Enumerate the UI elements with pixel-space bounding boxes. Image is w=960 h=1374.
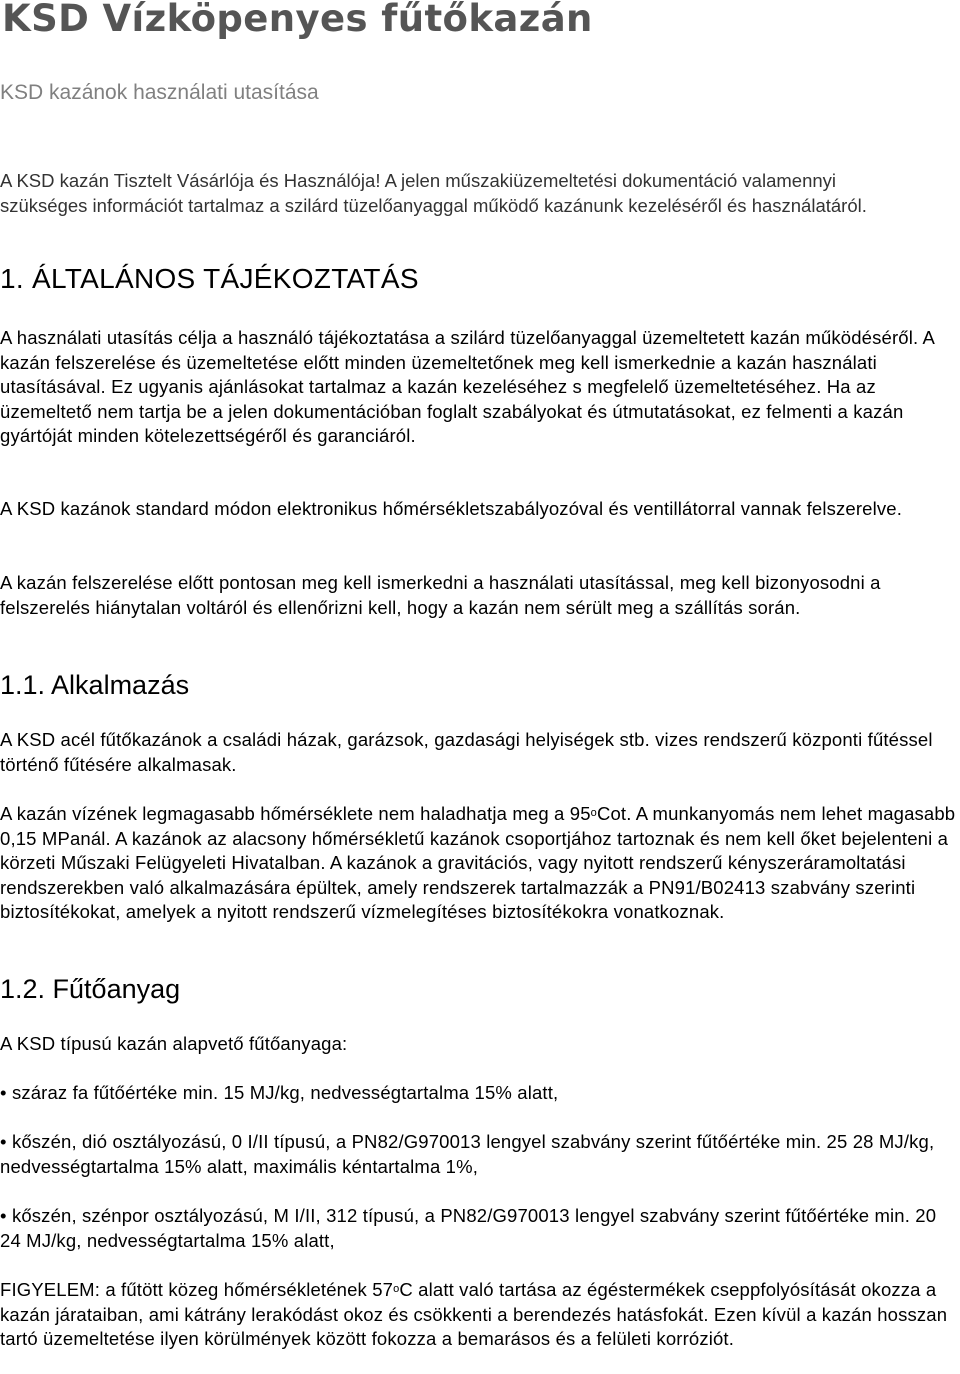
- application-paragraph-2: [0, 802, 960, 925]
- intro-paragraph: A KSD kazán Tisztelt Vásárlója és Használója! A jelen műszakiüzemeltetési dokumentáció valamennyi szükséges információt tartalmaz a szilárd tüzelőanyaggal működő kazánunk kezeléséről és használatáról.: [0, 170, 867, 216]
- section-heading-fuel: 1.2. Fűtőanyag: [0, 974, 181, 1004]
- application-paragraph-1: A KSD acél fűtőkazánok a családi házak, garázsok, gazdasági helyiségek stb. vizes rendszerű központi fűtéssel történő fűtésére alkalmasak.: [0, 729, 933, 775]
- application-text-after: Cot. A munkanyomás nem lehet magasabb 0,15 MPanál. A kazánok az alacsony hőmérsékletű kazánok csoportjához tartoznak és nem kell őket bejelenteni a körzeti Műszaki Felügyeleti Hivatalban. A kazánok a gravitációs, vagy nyitott rendszerű kényszeráramoltatási rendszerekben való alkalmazására épültek, amely rendszerek tartalmazzák a PN91/B02413 szabvány szerinti biztosítékokat, amelyek a nyitott rendszerű vízmelegítéses biztosítékokra vonatkoznak.: [0, 803, 956, 923]
- warning-text-before: FIGYELEM: a fűtött közeg hőmérsékletének 57: [0, 1279, 394, 1300]
- degree-superscript: o: [590, 807, 597, 819]
- general-paragraph-2: A KSD kazánok standard módon elektronikus hőmérsékletszabályozóval és ventillátorral vannak felszerelve.: [0, 498, 903, 519]
- fuel-lead: A KSD típusú kazán alapvető fűtőanyaga:: [0, 1033, 348, 1054]
- bullet-icon: •: [0, 1205, 7, 1226]
- document-subtitle: KSD kazánok használati utasítása: [0, 81, 319, 104]
- application-text-before: A kazán vízének legmagasabb hőmérséklete nem haladhatja meg a 95: [0, 803, 591, 824]
- fuel-list-item: [0, 1081, 960, 1106]
- degree-superscript: o: [393, 1283, 400, 1295]
- fuel-list-item: [0, 1130, 960, 1179]
- warning-paragraph: [0, 1278, 960, 1352]
- general-paragraph-3: A kazán felszerelése előtt pontosan meg kell ismerkedni a használati utasítással, meg kell bizonyosodni a felszerelés hiánytalan voltáról és ellenőrizni kell, hogy a kazán nem sérült meg a szállítás során.: [0, 572, 881, 618]
- bullet-icon: •: [0, 1131, 7, 1152]
- warning-text-after: C alatt való tartása az égéstermékek cseppfolyósítását okozza a kazán járataiban, ami kátrány lerakódást okoz és csökkenti a berendezés hatásfokát. Ezen kívül a kazán hosszan tartó üzemeltetése ilyen körülmények között fokozza a bemarásos és a felületi korróziót.: [0, 1279, 948, 1350]
- fuel-list-item-text: kőszén, dió osztályozású, 0 I/II típusú, a PN82/G970013 lengyel szabvány szerint fűtőértéke min. 25 28 MJ/kg, nedvességtartalma 15% alatt, maximális kéntartalma 1%,: [0, 1131, 935, 1177]
- fuel-list-item-text: száraz fa fűtőértéke min. 15 MJ/kg, nedvességtartalma 15% alatt,: [11, 1082, 559, 1103]
- section-heading-application: 1.1. Alkalmazás: [0, 670, 190, 700]
- section-heading-general: 1. ÁLTALÁNOS TÁJÉKOZTATÁS: [0, 263, 419, 294]
- bullet-icon: •: [0, 1082, 7, 1103]
- document-title: KSD Vízköpenyes fűtőkazán: [2, 0, 593, 40]
- general-paragraph-1: A használati utasítás célja a használó tájékoztatása a szilárd tüzelőanyaggal üzemeltetett kazán működéséről. A kazán felszerelése és üzemeltetése előtt minden üzemeltetőnek meg kell ismerkednie a kazán használati utasításával. Ez ugyanis ajánlásokat tartalmaz a kazán kezeléséhez s megfelelő üzemeltetéséhez. Ha az üzemeltető nem tartja be a jelen dokumentációban foglalt szabályokat és útmutatásokat, ez felmenti a kazán gyártóját minden kötelezettségéről és garanciáról.: [0, 327, 934, 447]
- fuel-list-item: [0, 1204, 960, 1253]
- fuel-list-item-text: kőszén, szénpor osztályozású, M I/II, 312 típusú, a PN82/G970013 lengyel szabvány szerint fűtőértéke min. 20 24 MJ/kg, nedvességtartalma 15% alatt,: [0, 1205, 937, 1251]
